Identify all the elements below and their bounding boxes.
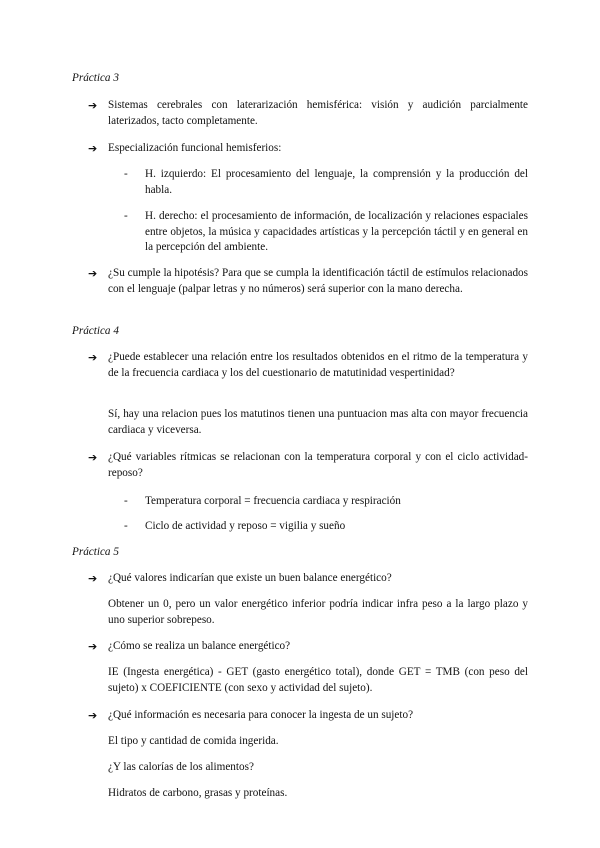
bullet-item — [88, 350, 528, 381]
answer-paragraph: Sí, hay una relacion pues los matutinos tienen una puntuacion mas alta con mayor frecuencia cardiaca y viceversa. — [108, 408, 528, 436]
bullet-item — [88, 141, 528, 157]
answer-paragraph: Obtener un 0, pero un valor energético inferior podría indicar infra peso a la largo plazo y uno superior sobrepeso. — [108, 598, 528, 626]
arrow-right-icon: ➔ — [88, 267, 98, 280]
dash-marker: - — [124, 168, 128, 180]
bullet-item — [88, 450, 528, 481]
bullet-text: Especialización funcional hemisferios: — [108, 142, 282, 154]
section-heading-practica-4: Práctica 4 — [72, 325, 119, 337]
arrow-right-icon: ➔ — [88, 142, 98, 155]
dash-marker: - — [124, 520, 128, 532]
bullet-item — [88, 708, 528, 724]
bullet-item — [88, 98, 528, 129]
answer-paragraph: ¿Y las calorías de los alimentos? — [108, 761, 254, 773]
bullet-text: Sistemas cerebrales con laterarización hemisférica: visión y audición parcialmente laterizados, tacto completamente. — [108, 99, 528, 127]
dash-marker: - — [124, 210, 128, 222]
sub-item — [124, 209, 528, 256]
dash-marker: - — [124, 495, 128, 507]
sub-item — [124, 167, 528, 198]
bullet-text: ¿Qué valores indicarían que existe un buen balance energético? — [108, 572, 392, 584]
sub-item-text: Ciclo de actividad y reposo = vigilia y sueño — [145, 520, 346, 532]
answer-paragraph: El tipo y cantidad de comida ingerida. — [108, 735, 279, 747]
bullet-text: ¿Cómo se realiza un balance energético? — [108, 640, 291, 652]
arrow-right-icon: ➔ — [88, 640, 98, 653]
bullet-text: ¿Qué variables rítmicas se relacionan con la temperatura corporal y con el ciclo actividad-reposo? — [108, 451, 528, 479]
bullet-text: ¿Qué información es necesaria para conocer la ingesta de un sujeto? — [108, 709, 414, 721]
arrow-right-icon: ➔ — [88, 572, 98, 585]
section-heading-practica-3: Práctica 3 — [72, 72, 119, 84]
sub-item — [124, 494, 528, 510]
answer-paragraph: IE (Ingesta energética) - GET (gasto energético total), donde GET = TMB (con peso del sujeto) x COEFICIENTE (con sexo y actividad del sujeto). — [108, 666, 528, 694]
arrow-right-icon: ➔ — [88, 451, 98, 464]
bullet-text: ¿Puede establecer una relación entre los resultados obtenidos en el ritmo de la temperatura y de la frecuencia cardiaca y los del cuestionario de matutinidad vespertinidad? — [108, 351, 528, 379]
bullet-item — [88, 571, 528, 587]
arrow-right-icon: ➔ — [88, 99, 98, 112]
bullet-item — [88, 266, 528, 297]
sub-item-text: Temperatura corporal = frecuencia cardiaca y respiración — [145, 495, 401, 507]
bullet-text: ¿Su cumple la hipotésis? Para que se cumpla la identificación táctil de estímulos relacionados con el lenguaje (palpar letras y no números) será superior con la mano derecha. — [108, 267, 528, 295]
sub-item-text: H. izquierdo: El procesamiento del lenguaje, la comprensión y la producción del habla. — [145, 168, 528, 196]
arrow-right-icon: ➔ — [88, 709, 98, 722]
answer-paragraph: Hidratos de carbono, grasas y proteínas. — [108, 787, 288, 799]
sub-item-text: H. derecho: el procesamiento de información, de localización y relaciones espaciales entre objetos, la música y capacidades artísticas y la percepción táctil y en general en la percepción del ambiente. — [145, 210, 528, 254]
bullet-item — [88, 639, 528, 655]
sub-item — [124, 519, 528, 535]
arrow-right-icon: ➔ — [88, 351, 98, 364]
section-heading-practica-5: Práctica 5 — [72, 546, 119, 558]
